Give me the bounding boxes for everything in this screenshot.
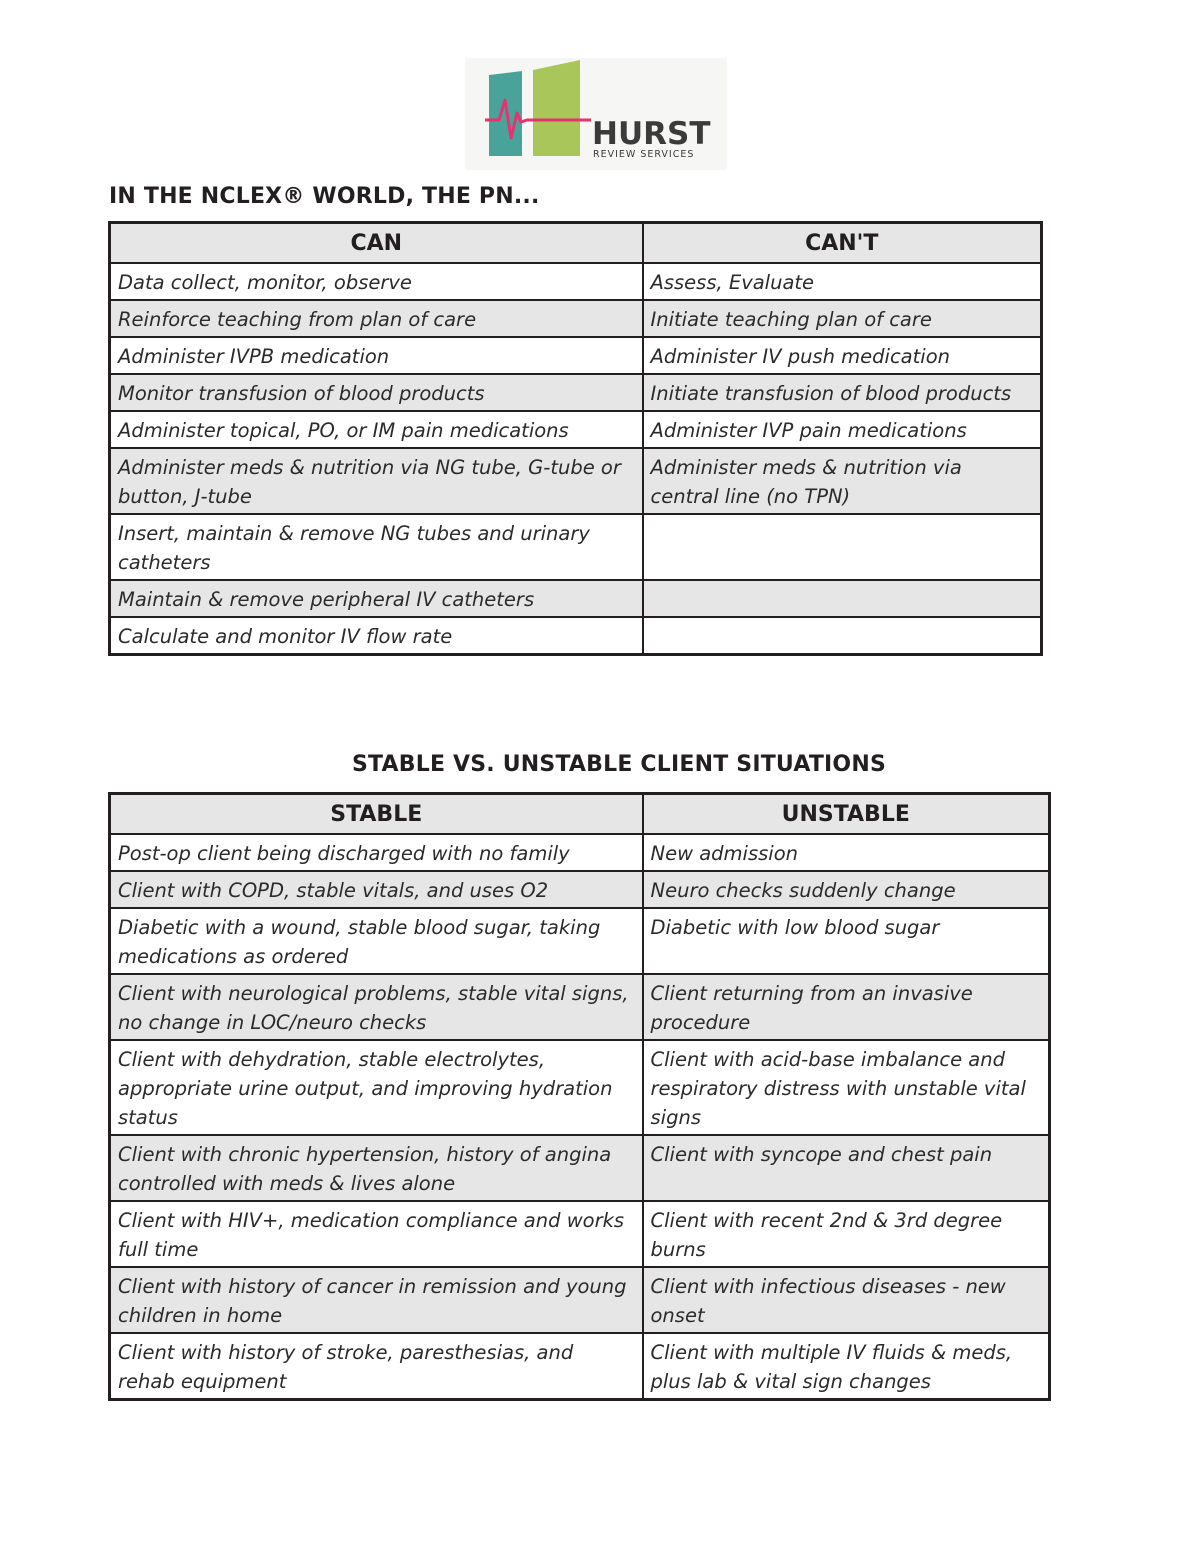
can-cant-table <box>108 221 1043 656</box>
can-cell: Monitor transfusion of blood products <box>110 374 643 411</box>
logo-green-panel <box>533 60 580 156</box>
table-row <box>110 834 1050 871</box>
unstable-cell: Client with acid-base imbalance and respiratory distress with unstable vital signs <box>643 1040 1050 1135</box>
cant-cell <box>643 617 1042 655</box>
table-row <box>110 617 1042 655</box>
cant-cell: Initiate teaching plan of care <box>643 300 1042 337</box>
stable-cell: Client with chronic hypertension, history of angina controlled with meds & lives alone <box>110 1135 643 1201</box>
table-header-row <box>110 223 1042 264</box>
table-row <box>110 337 1042 374</box>
stable-cell: Client with history of stroke, paresthesias, and rehab equipment <box>110 1333 643 1400</box>
hurst-logo <box>465 58 727 170</box>
table-row <box>110 1333 1050 1400</box>
unstable-cell: Client with infectious diseases - new onset <box>643 1267 1050 1333</box>
hurst-logo-graphic <box>465 58 727 170</box>
table-row <box>110 908 1050 974</box>
unstable-cell: New admission <box>643 834 1050 871</box>
table-header-row <box>110 794 1050 835</box>
unstable-cell: Diabetic with low blood sugar <box>643 908 1050 974</box>
table-row <box>110 263 1042 300</box>
table-row <box>110 514 1042 580</box>
can-cell: Administer IVPB medication <box>110 337 643 374</box>
unstable-cell: Client returning from an invasive procedure <box>643 974 1050 1040</box>
unstable-cell: Neuro checks suddenly change <box>643 871 1050 908</box>
stable-cell: Diabetic with a wound, stable blood sugar, taking medications as ordered <box>110 908 643 974</box>
stable-cell: Client with neurological problems, stable vital signs, no change in LOC/neuro checks <box>110 974 643 1040</box>
table-row <box>110 580 1042 617</box>
table-row <box>110 300 1042 337</box>
stable-cell: Client with dehydration, stable electrolytes, appropriate urine output, and improving hydration status <box>110 1040 643 1135</box>
can-cell: Administer meds & nutrition via NG tube, G-tube or button, J-tube <box>110 448 643 514</box>
unstable-cell: Client with multiple IV fluids & meds, plus lab & vital sign changes <box>643 1333 1050 1400</box>
scope-section-title: IN THE NCLEX® WORLD, THE PN... <box>109 184 540 209</box>
table-row <box>110 1201 1050 1267</box>
stable-cell: Client with HIV+, medication compliance and works full time <box>110 1201 643 1267</box>
unstable-cell: Client with recent 2nd & 3rd degree burns <box>643 1201 1050 1267</box>
stable-column-header: STABLE <box>110 794 643 835</box>
can-cell: Maintain & remove peripheral IV catheters <box>110 580 643 617</box>
table-row <box>110 1040 1050 1135</box>
cant-column-header: CAN'T <box>643 223 1042 264</box>
stability-section-title: STABLE VS. UNSTABLE CLIENT SITUATIONS <box>351 752 886 777</box>
cant-cell <box>643 580 1042 617</box>
can-cell: Calculate and monitor IV flow rate <box>110 617 643 655</box>
cant-cell: Administer IV push medication <box>643 337 1042 374</box>
can-cell: Insert, maintain & remove NG tubes and urinary catheters <box>110 514 643 580</box>
stable-unstable-table <box>108 792 1051 1401</box>
table-row <box>110 374 1042 411</box>
can-cell: Administer topical, PO, or IM pain medications <box>110 411 643 448</box>
cant-cell: Initiate transfusion of blood products <box>643 374 1042 411</box>
cant-cell: Administer IVP pain medications <box>643 411 1042 448</box>
stable-cell: Client with COPD, stable vitals, and uses O2 <box>110 871 643 908</box>
unstable-column-header: UNSTABLE <box>643 794 1050 835</box>
cant-cell <box>643 514 1042 580</box>
can-cell: Reinforce teaching from plan of care <box>110 300 643 337</box>
table-row <box>110 448 1042 514</box>
stable-cell: Post-op client being discharged with no family <box>110 834 643 871</box>
table-row <box>110 411 1042 448</box>
logo-wordmark: HURST <box>592 116 711 152</box>
logo-tagline: REVIEW SERVICES <box>593 149 695 160</box>
can-column-header: CAN <box>110 223 643 264</box>
stable-cell: Client with history of cancer in remission and young children in home <box>110 1267 643 1333</box>
table-row <box>110 974 1050 1040</box>
table-row <box>110 871 1050 908</box>
cant-cell: Assess, Evaluate <box>643 263 1042 300</box>
table-row <box>110 1267 1050 1333</box>
table-row <box>110 1135 1050 1201</box>
unstable-cell: Client with syncope and chest pain <box>643 1135 1050 1201</box>
cant-cell: Administer meds & nutrition via central line (no TPN) <box>643 448 1042 514</box>
can-cell: Data collect, monitor, observe <box>110 263 643 300</box>
